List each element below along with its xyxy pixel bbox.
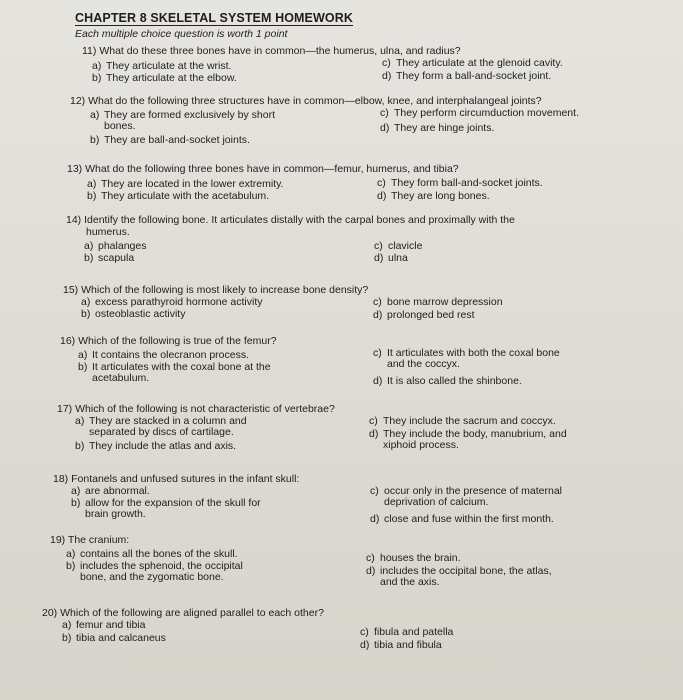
option-b[interactable]: b) scapula: [84, 252, 135, 264]
option-c[interactable]: c) fibula and patella: [360, 625, 454, 638]
question-text: Which of the following is true of the femur?: [78, 335, 277, 347]
question-number: 11): [82, 45, 97, 57]
option-a[interactable]: a) They are located in the lower extremity.: [87, 177, 284, 190]
option-b[interactable]: b) tibia and calcaneus: [62, 631, 166, 644]
question-stem-continued: humerus.: [86, 225, 130, 238]
option-b[interactable]: b) It articulates with the coxal bone at the acetabulum.: [78, 360, 271, 384]
option-a[interactable]: a) contains all the bones of the skull.: [66, 547, 238, 560]
option-c[interactable]: c) It articulates with both the coxal bone and the coccyx.: [373, 346, 560, 370]
question-15: [63, 284, 623, 321]
option-c[interactable]: c) They include the sacrum and coccyx.: [369, 414, 556, 427]
option-a[interactable]: a) phalanges: [84, 240, 147, 252]
header: [75, 9, 353, 40]
option-a[interactable]: a) They articulate at the wrist.: [92, 59, 232, 72]
question-18: [53, 473, 643, 525]
option-b[interactable]: b) They articulate with the acetabulum.: [87, 189, 270, 202]
option-a[interactable]: a) excess parathyroid hormone activity: [81, 295, 263, 308]
option-c[interactable]: c) bone marrow depression: [373, 295, 503, 308]
option-d[interactable]: d) They include the body, manubrium, and xiphoid process.: [369, 427, 567, 451]
option-b[interactable]: b) They articulate at the elbow.: [92, 71, 237, 84]
question-number: 15): [63, 284, 79, 296]
question-text: The cranium:: [67, 534, 130, 546]
question-text: Which of the following are aligned parallel to each other?: [60, 607, 324, 619]
option-b[interactable]: b) allow for the expansion of the skull for brain growth.: [71, 496, 261, 520]
question-17: [57, 403, 637, 452]
option-d[interactable]: d) They are hinge joints.: [380, 121, 495, 134]
option-d[interactable]: d) ulna: [374, 252, 408, 264]
option-b[interactable]: b) They include the atlas and axis.: [75, 439, 237, 452]
question-text: Which of the following is not characteristic of vertebrae?: [75, 403, 335, 415]
option-c[interactable]: c) They form ball-and-socket joints.: [377, 176, 543, 189]
option-c[interactable]: c) They perform circumduction movement.: [380, 106, 579, 119]
question-19: [50, 534, 650, 588]
option-b[interactable]: b) osteoblastic activity: [81, 307, 186, 320]
question-20: [42, 607, 642, 651]
option-b[interactable]: b) They are ball-and-socket joints.: [90, 133, 250, 146]
question-number: 20): [42, 607, 58, 619]
option-c[interactable]: c) They articulate at the glenoid cavity.: [382, 56, 563, 69]
question-14: [66, 214, 646, 264]
option-c[interactable]: c) clavicle: [374, 240, 423, 252]
option-a[interactable]: a) are abnormal.: [71, 484, 150, 497]
question-number: 17): [57, 403, 73, 415]
question-13: [67, 163, 627, 202]
option-d[interactable]: d) close and fuse within the first month.: [370, 512, 554, 525]
option-d[interactable]: d) tibia and fibula: [360, 638, 442, 651]
question-text: What do these three bones have in common—the humerus, ulna, and radius?: [99, 45, 461, 57]
question-number: 13): [67, 163, 83, 175]
question-text: What do the following three structures have in common—elbow, knee, and interphalangeal joints?: [88, 95, 542, 107]
option-a[interactable]: a) femur and tibia: [62, 618, 146, 631]
option-d[interactable]: d) prolonged bed rest: [373, 308, 475, 321]
option-c[interactable]: c) occur only in the presence of maternal deprivation of calcium.: [370, 484, 563, 508]
question-16: [60, 335, 640, 387]
question-text: Fontanels and unfused sutures in the infant skull:: [71, 473, 300, 485]
option-a[interactable]: a) It contains the olecranon process.: [78, 348, 250, 361]
option-a[interactable]: a) They are stacked in a column and separated by discs of cartilage.: [75, 414, 247, 438]
option-c[interactable]: c) houses the brain.: [366, 551, 461, 564]
question-text: Identify the following bone. It articulates distally with the carpal bones and proximally with the: [84, 214, 515, 226]
question-stem: [66, 215, 646, 227]
option-a[interactable]: a) They are formed exclusively by short bones.: [90, 108, 275, 132]
question-number: 19): [50, 534, 66, 546]
question-11: [82, 45, 642, 84]
question-text: What do the following three bones have in common—femur, humerus, and tibia?: [85, 163, 459, 175]
question-text: Which of the following is most likely to increase bone density?: [81, 284, 369, 296]
question-stem: [67, 164, 627, 176]
question-number: 14): [66, 214, 82, 226]
question-number: 16): [60, 335, 76, 347]
question-number: 12): [70, 95, 86, 107]
option-d[interactable]: d) They are long bones.: [377, 189, 490, 202]
question-number: 18): [53, 473, 69, 485]
option-d[interactable]: d) They form a ball-and-socket joint.: [382, 69, 552, 82]
page-title: CHAPTER 8 SKELETAL SYSTEM HOMEWORK: [75, 11, 353, 25]
question-stem: [50, 535, 650, 547]
page-subtitle: Each multiple choice question is worth 1 point: [75, 28, 288, 40]
option-b[interactable]: b) includes the sphenoid, the occipital bone, and the zygomatic bone.: [66, 559, 243, 583]
question-12: [70, 95, 650, 146]
option-d[interactable]: d) It is also called the shinbone.: [373, 374, 522, 387]
option-d[interactable]: d) includes the occipital bone, the atlas, and the axis.: [366, 564, 552, 588]
